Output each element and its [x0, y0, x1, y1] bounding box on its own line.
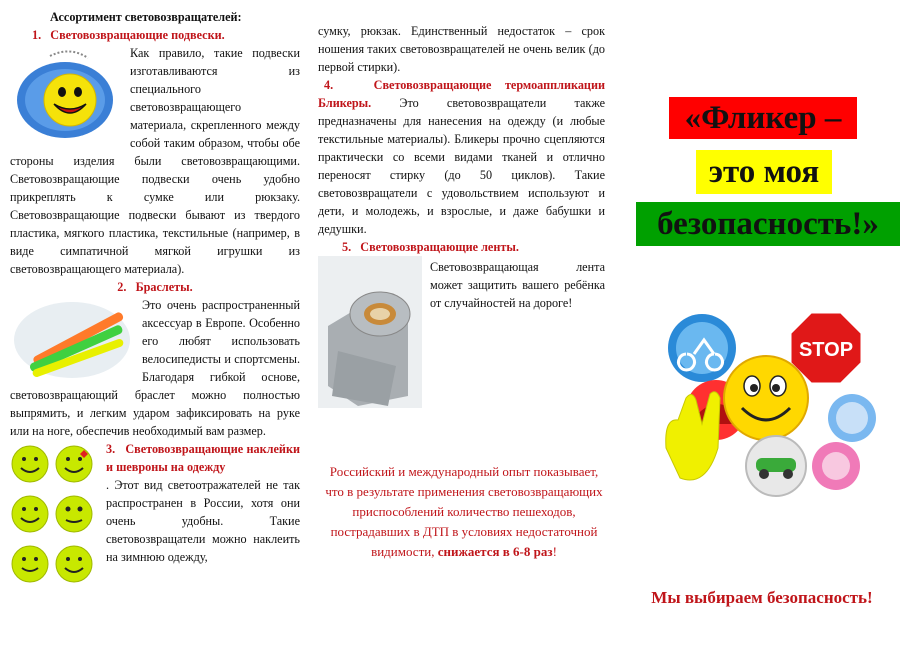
item4-paragraph	[318, 76, 605, 238]
smiley-pendant-image	[10, 44, 122, 140]
item5-title: 5. Световозвращающие ленты.	[342, 240, 519, 254]
assortment-heading: Ассортимент световозвращателей:	[50, 10, 242, 24]
experience-paragraph	[324, 462, 604, 562]
item3-title: 3. Световозвращающие наклейки и шевроны на одежду	[106, 442, 300, 474]
item4-title: 4. Световозвращающие термоаппликации Бликеры.	[318, 78, 605, 110]
column-middle	[318, 0, 605, 559]
item1-title: 1. Световозвращающие подвески.	[32, 28, 225, 42]
title-line-3: безопасность!»	[636, 202, 900, 246]
experience-bold: снижается в 6-8 раз	[437, 544, 553, 559]
item3-text: . Этот вид светоотражателей не так распространен в России, хотя они очень удобны. Такие световозвращатели можно наклеить на зимнюю одежду,	[106, 478, 300, 564]
slogan: Мы выбираем безопасность!	[651, 588, 873, 607]
reflective-tape-image	[318, 256, 422, 408]
flickers-collage-image	[656, 298, 882, 510]
stop-sign-text: STOP	[798, 339, 854, 361]
item2-title: 2. Браслеты.	[117, 280, 193, 294]
item4-text: Это световозвращатели также предназначены для нанесения на одежду (и любые текстильные материалы). Бликеры прочно сцепляются практически со всеми видами тканей и отлично переносят стирку (до 50 циклов). Такие световозвращатели с удовольствием используют и дети, и молодежь, и взрослые, и даже бабушки и дедушки.	[318, 96, 605, 236]
item3-block	[106, 440, 300, 566]
experience-end: !	[552, 544, 557, 559]
bracelets-image	[10, 296, 134, 384]
smiley-stickers-image	[10, 444, 98, 594]
column-left	[10, 0, 300, 596]
item2-text: Это очень распространенный аксессуар в Европе. Особенно его любят использовать велосипедисты и спортсмены. Благодаря гибкой основе, световозвращающий браслет можно полностью выпрямить, и легким ударом зафиксировать на руке или на ноге, обеспечив необходимый вам размер.	[10, 298, 300, 438]
item3-continuation: сумку, рюкзак. Единственный недостаток – срок ношения таких световозвращателей не очень велик (до первой стирки).	[318, 24, 605, 74]
item1-text: Как правило, такие подвески изготавливаются из специального световозвращающего материала, скрепленного между собой таким образом, чтобы обе стороны изделия были световозвращающими. Световозвращающие подвески очень удобно прикреплять к сумке или рюкзаку. Световозвращающие подвески бывают из твердого пластика, мягкого пластика, текстильные (например, в виде симпатичной мягкой игрушки из световозвращающего материала).	[10, 46, 300, 276]
experience-text: Российский и международный опыт показывает, что в результате применения световозвращающих приспособлений количество пешеходов, пострадавших в ДТП в условиях недостаточной видимости,	[325, 464, 603, 559]
item5-text: Световозвращающая лента может защитить вашего ребёнка от случайностей на дороге!	[430, 260, 605, 310]
title-line-1: «Фликер –	[669, 97, 857, 139]
title-line-2: это моя	[696, 150, 832, 194]
